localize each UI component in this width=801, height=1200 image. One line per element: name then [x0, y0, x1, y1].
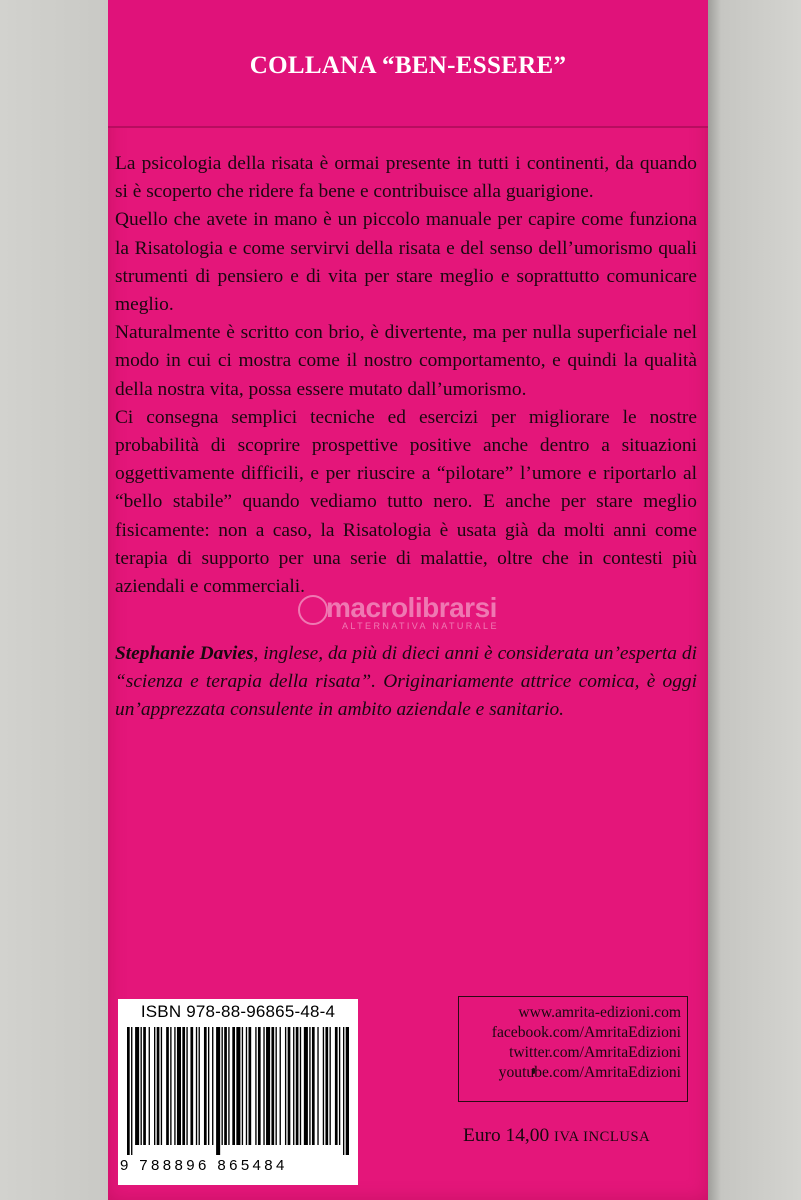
barcode-digits: 9 788896 865484	[120, 1157, 288, 1174]
facebook-link: facebook.com/AmritaEdizioni	[491, 1024, 681, 1041]
book-blurb	[115, 150, 697, 601]
blurb-paragraph: Naturalmente è scritto con brio, è divertente, ma per nulla superficiale nel modo in cui ci mostra come il nostro comportamento, e quindi la qualità della nostra vita, possa essere mutato dall’umorismo.	[115, 322, 697, 400]
author-name: Stephanie Davies	[115, 643, 254, 664]
watermark-logo-icon	[298, 595, 328, 625]
blurb-paragraph: Ci consegna semplici tecniche ed esercizi per migliorare le nostre probabilità di scoprire prospettive positive anche dentro a situazioni oggettivamente difficili, e per riuscire a “pilotare” l’umore e riportarlo al “bello stabile” quando vediamo tutto nero. E anche per stare meglio fisicamente: non a caso, la Risatologia è usata già da molti anni come terapia di supporto per una serie di malattie, oltre che in contesti più aziendali e commerciali.	[115, 406, 697, 598]
watermark-name: macrolibrarsi	[326, 592, 497, 623]
twitter-link: twitter.com/AmritaEdizioni	[509, 1044, 681, 1061]
background-right	[708, 0, 801, 1200]
author-bio	[115, 640, 697, 725]
price-note: IVA INCLUSA	[554, 1129, 651, 1145]
price-amount: Euro 14,00	[463, 1125, 550, 1146]
blurb-paragraph: Quello che avete in mano è un piccolo manuale per capire come funziona la Risatologia e come servirvi della risata e del senso dell’umorismo quali strumenti di pensiero e di vita per stare meglio e soprattutto comunicare meglio.	[115, 209, 697, 316]
series-title: COLLANA “BEN-ESSERE”	[249, 52, 567, 79]
price-label	[463, 1125, 703, 1147]
author-bio-text: , inglese, da più di dieci anni è considerata un’esperta di “scienza e terapia della risata”. Originariamente attrice comica, è oggi un’apprezzata consulente in ambito aziendale e sanitario.	[115, 643, 697, 721]
website-link: www.amrita-edizioni.com	[518, 1004, 681, 1021]
youtube-link: youtube.com/AmritaEdizioni	[498, 1064, 681, 1081]
macrolibrarsi-watermark	[298, 592, 558, 636]
watermark-tagline: ALTERNATIVA NATURALE	[342, 621, 499, 631]
barcode-bars-icon	[127, 1027, 349, 1155]
background-left	[0, 0, 108, 1200]
blurb-paragraph: La psicologia della risata è ormai presente in tutti i continenti, da quando si è scoperto che ridere fa bene e contribuisce alla guarigione.	[115, 153, 697, 203]
isbn-barcode	[118, 999, 358, 1185]
publisher-links-box	[458, 996, 688, 1102]
isbn-number: ISBN 978-88-96865-48-4	[140, 1002, 336, 1021]
